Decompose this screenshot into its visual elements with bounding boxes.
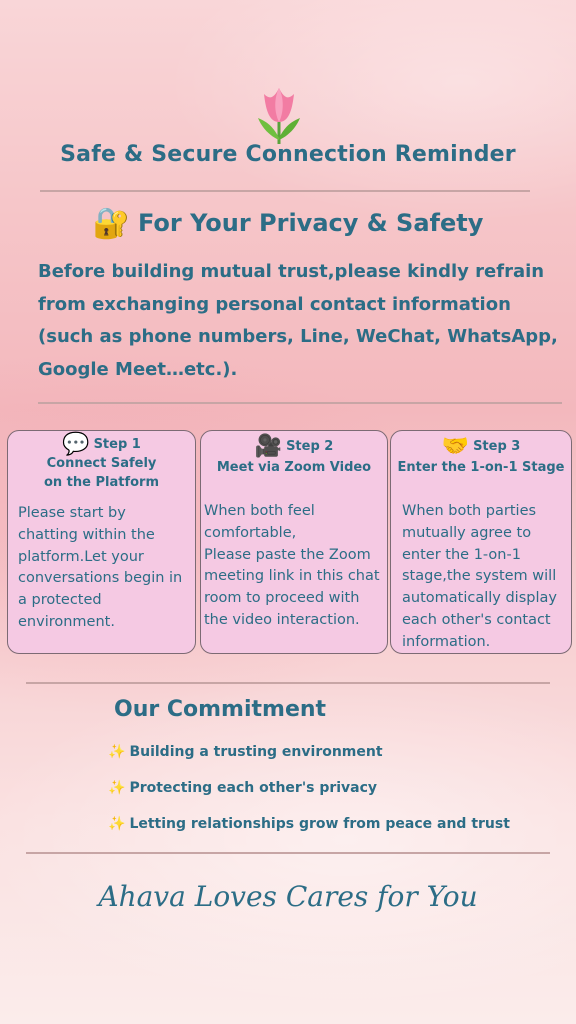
divider xyxy=(40,190,530,192)
commitment-item xyxy=(108,780,377,796)
privacy-line: from exchanging personal contact information xyxy=(38,293,511,315)
step-text-line: stage,the system will xyxy=(402,568,557,585)
step-number: Step 3 xyxy=(473,439,521,454)
commitment-title: Our Commitment xyxy=(114,697,327,722)
step-text-line: automatically display xyxy=(402,590,557,607)
step-card-header xyxy=(8,432,195,492)
step-card-3 xyxy=(390,430,572,654)
privacy-line: (such as phone numbers, Line, WeChat, WhatsApp, xyxy=(38,326,558,347)
privacy-notice xyxy=(38,256,558,386)
step-description xyxy=(204,501,383,632)
divider xyxy=(38,402,562,404)
step-text-line: mutually agree to xyxy=(402,524,532,541)
privacy-line: Before building mutual trust,please kindly refrain xyxy=(38,261,545,282)
speech-bubble-icon: 💬 xyxy=(62,432,90,457)
step-text-line: room to proceed with xyxy=(204,590,360,607)
sparkles-icon: ✨ xyxy=(108,780,126,796)
step-text-line: Please start by xyxy=(18,505,126,521)
step-text-line: meeting link in this chat xyxy=(204,568,380,585)
step-card-2 xyxy=(200,430,388,654)
step-text-line: information. xyxy=(402,633,491,650)
privacy-line: Google Meet…etc.). xyxy=(38,358,238,380)
sparkles-icon: ✨ xyxy=(108,744,126,760)
step-card-header xyxy=(391,434,571,477)
divider xyxy=(26,852,550,854)
step-title: Meet via Zoom Video xyxy=(216,460,372,475)
step-card-1 xyxy=(7,430,196,654)
lock-with-key-icon: 🔐 xyxy=(92,206,130,241)
footer-signature: Ahava Loves Cares for You xyxy=(98,880,478,913)
step-text-line: chatting within the xyxy=(18,526,155,543)
step-text-line: a protected xyxy=(18,592,102,609)
step-description xyxy=(18,503,191,634)
step-text-line: comfortable, xyxy=(204,524,297,541)
step-description xyxy=(402,501,567,654)
step-card-header xyxy=(201,434,387,477)
handshake-icon: 🤝 xyxy=(441,434,470,459)
privacy-heading-text: For Your Privacy & Safety xyxy=(137,209,484,237)
step-text-line: When both feel xyxy=(204,503,315,519)
step-title: Enter the 1-on-1 Stage xyxy=(397,460,565,475)
tulip-icon xyxy=(252,82,306,146)
step-text-line: environment. xyxy=(18,613,115,630)
page-title: Safe & Secure Connection Reminder xyxy=(60,142,516,167)
step-text-line: conversations begin in xyxy=(18,570,183,587)
commitment-item-text: Letting relationships grow from peace and trust xyxy=(129,816,510,832)
privacy-heading xyxy=(0,206,576,241)
step-text-line: each other's contact xyxy=(402,611,551,628)
video-camera-icon: 🎥 xyxy=(254,434,283,459)
commitment-item xyxy=(108,816,510,832)
step-text-line: enter the 1-on-1 xyxy=(402,546,521,563)
commitment-item-text: Protecting each other's privacy xyxy=(129,780,378,796)
step-number: Step 1 xyxy=(93,437,141,452)
step-title: Connect Safely xyxy=(46,456,157,471)
step-text-line: platform.Let your xyxy=(18,548,144,565)
commitment-item-text: Building a trusting environment xyxy=(129,744,383,760)
step-number: Step 2 xyxy=(286,439,334,454)
step-text-line: the video interaction. xyxy=(204,611,360,628)
commitment-item xyxy=(108,744,383,760)
step-title: on the Platform xyxy=(43,475,160,490)
step-text-line: When both parties xyxy=(402,503,537,519)
step-text-line: Please paste the Zoom xyxy=(204,546,371,563)
sparkles-icon: ✨ xyxy=(108,816,126,832)
divider xyxy=(26,682,550,684)
